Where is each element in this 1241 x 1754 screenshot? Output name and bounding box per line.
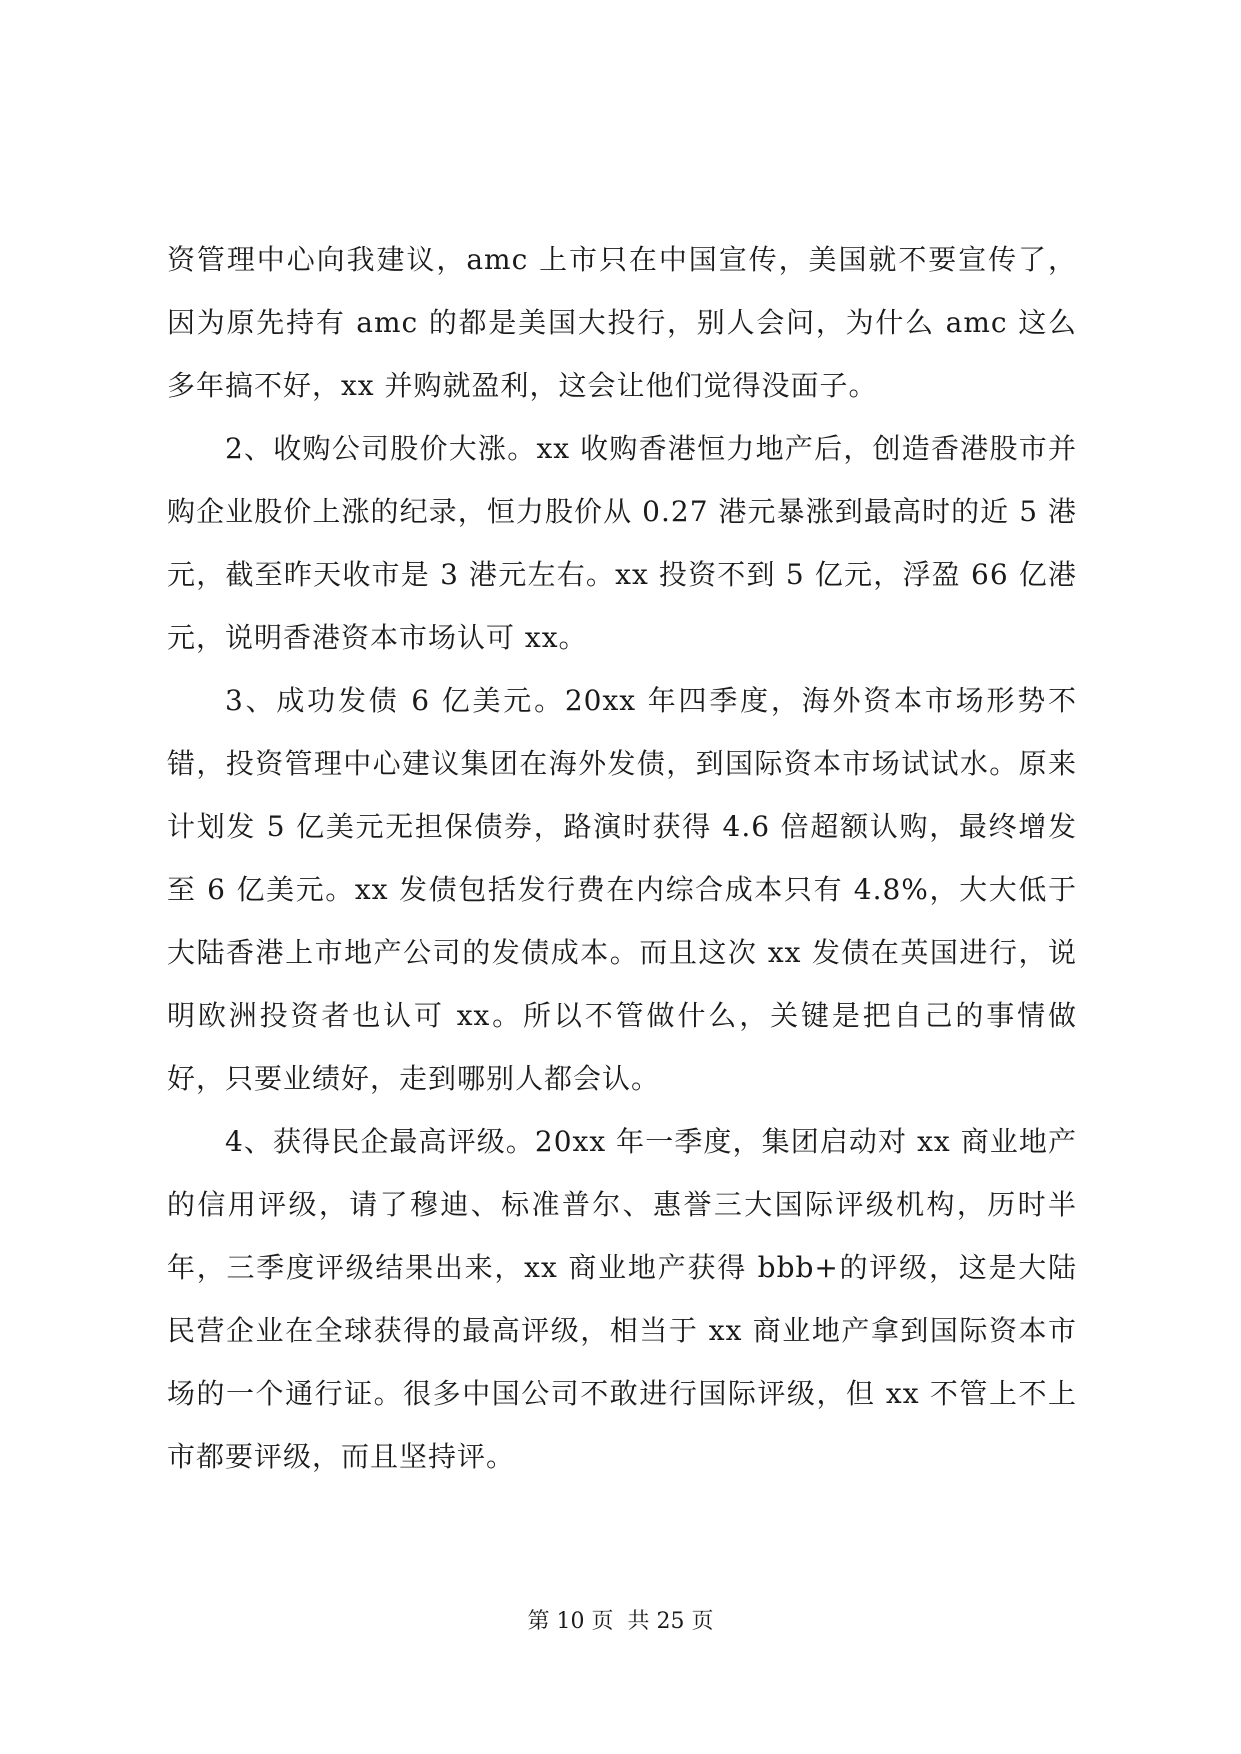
page-footer [0,1607,1241,1637]
paragraph-continuation: 资管理中心向我建议，amc 上市只在中国宣传，美国就不要宣传了，因为原先持有 amc 的都是美国大投行，别人会问，为什么 amc 这么多年搞不好，xx 并购就盈利，这会让他们觉得没面子。 [167,243,1077,402]
document-body [167,228,1077,1488]
paragraph-item-2: 2、收购公司股价大涨。xx 收购香港恒力地产后，创造香港股市并购企业股价上涨的纪录，恒力股价从 0.27 港元暴涨到最高时的近 5 港元，截至昨天收市是 3 港元左右。xx 投资不到 5 亿元，浮盈 66 亿港元，说明香港资本市场认可 xx。 [167,432,1077,654]
paragraph-item-3: 3、成功发债 6 亿美元。20xx 年四季度，海外资本市场形势不错，投资管理中心建议集团在海外发债，到国际资本市场试试水。原来计划发 5 亿美元无担保债券，路演时获得 4.6 倍超额认购，最终增发至 6 亿美元。xx 发债包括发行费在内综合成本只有 4.8%，大大低于大陆香港上市地产公司的发债成本。而且这次 xx 发债在英国进行，说明欧洲投资者也认可 xx。所以不管做什么，关键是把自己的事情做好，只要业绩好，走到哪别人都会认。 [167,684,1077,1095]
page-number-label: 第 10 页 共 25 页 [527,1609,714,1634]
paragraph-item-4: 4、获得民企最高评级。20xx 年一季度，集团启动对 xx 商业地产的信用评级，请了穆迪、标准普尔、惠誉三大国际评级机构，历时半年，三季度评级结果出来，xx 商业地产获得 bbb+的评级，这是大陆民营企业在全球获得的最高评级，相当于 xx 商业地产拿到国际资本市场的一个通行证。很多中国公司不敢进行国际评级，但 xx 不管上不上市都要评级，而且坚持评。 [167,1125,1077,1473]
